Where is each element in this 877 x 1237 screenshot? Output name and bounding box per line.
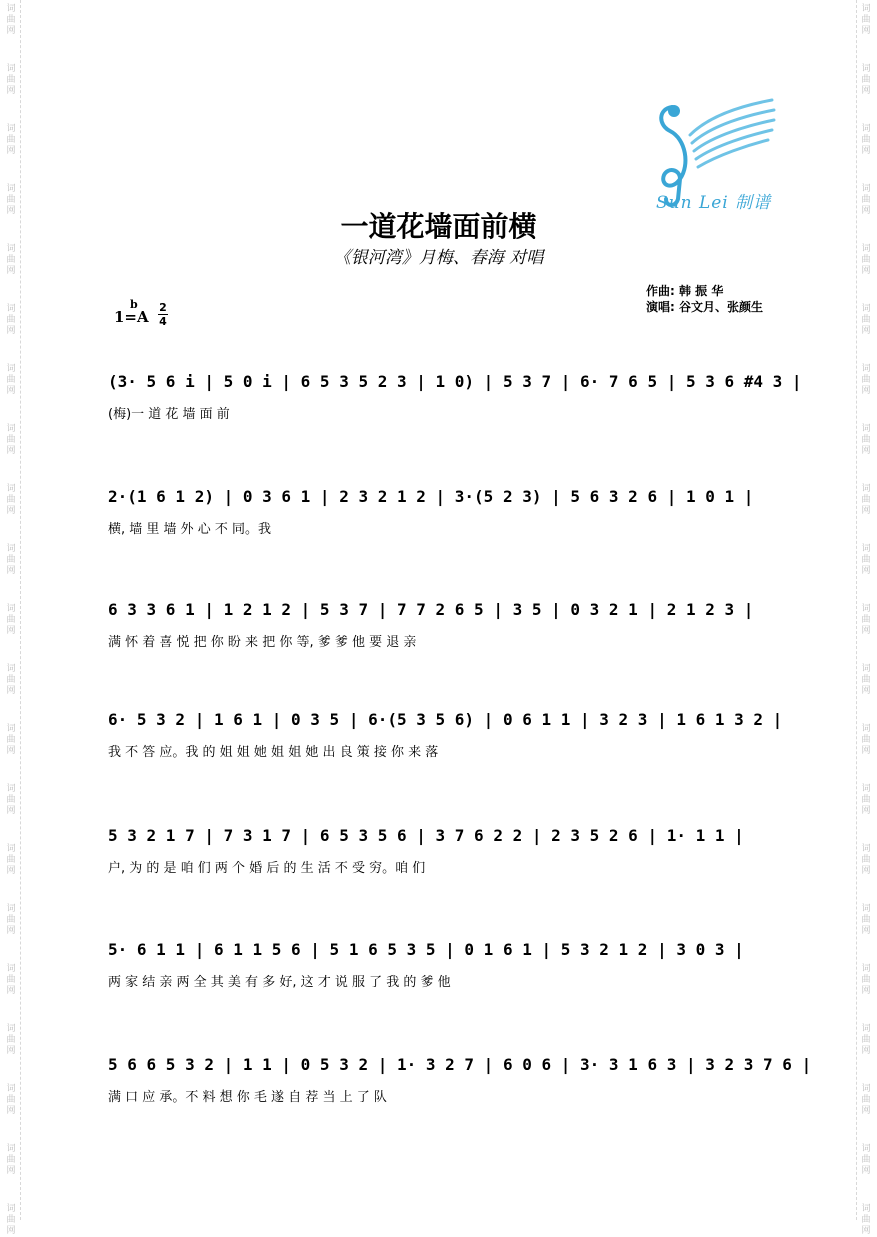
watermark-text: 词 曲 网 [861, 664, 871, 696]
logo-text: Sun Lei 制谱 [656, 193, 772, 213]
time-signature [158, 302, 168, 327]
lyrics-line: 满 口 应 承。不 料 想 你 毛 遂 自 荐 当 上 了 队 [108, 1090, 387, 1105]
watermark-text: 词 曲 网 [861, 64, 871, 96]
watermark-text: 词 曲 网 [861, 544, 871, 576]
lyrics-line: 我 不 答 应。我 的 姐 姐 她 姐 姐 她 出 良 策 接 你 来 落 [108, 745, 439, 760]
watermark-text: 词 曲 网 [6, 784, 16, 816]
notation-line: 6 3 3 6 1 | 1 2 1 2 | 5 3 7 | 7 7 2 6 5 | 3 5 | 0 3 2 1 | 2 1 2 3 | [108, 600, 754, 619]
watermark-text: 词 曲 网 [861, 1144, 871, 1176]
watermark-text: 词 曲 网 [6, 364, 16, 396]
watermark-text: 词 曲 网 [861, 1084, 871, 1116]
song-subtitle: 《银河湾》月梅、春海 对唱 [333, 248, 544, 268]
watermark-text: 词 曲 网 [6, 1204, 16, 1236]
watermark-text: 词 曲 网 [861, 364, 871, 396]
watermark-text: 词 曲 网 [861, 784, 871, 816]
lyrics-line: 两 家 结 亲 两 全 其 美 有 多 好, 这 才 说 服 了 我 的 爹 他 [108, 975, 451, 990]
watermark-text: 词 曲 网 [6, 4, 16, 36]
watermark-text: 词 曲 网 [6, 424, 16, 456]
lyrics-line: 满 怀 着 喜 悦 把 你 盼 来 把 你 等, 爹 爹 他 要 退 亲 [108, 635, 417, 650]
watermark-strip-right [856, 0, 875, 1236]
watermark-text: 词 曲 网 [861, 424, 871, 456]
watermark-text: 词 曲 网 [6, 184, 16, 216]
watermark-text: 词 曲 网 [861, 184, 871, 216]
watermark-text: 词 曲 网 [6, 964, 16, 996]
watermark-text: 词 曲 网 [6, 304, 16, 336]
notation-line: (3· 5 6 i | 5 0 i | 6 5 3 5 2 3 | 1 0) | 5 3 7 | 6· 7 6 5 | 5 3 6 #4 3 | [108, 372, 802, 391]
key-note: A [137, 308, 149, 326]
notation-line: 6· 5 3 2 | 1 6 1 | 0 3 5 | 6·(5 3 5 6) | 0 6 1 1 | 3 2 3 | 1 6 1 3 2 | [108, 710, 783, 729]
notation-line: 5 6 6 5 3 2 | 1 1 | 0 5 3 2 | 1· 3 2 7 | 6 0 6 | 3· 3 1 6 3 | 3 2 3 7 6 | [108, 1055, 812, 1074]
watermark-text: 词 曲 网 [6, 124, 16, 156]
watermark-text: 词 曲 网 [861, 124, 871, 156]
notation-line: 2·(1 6 1 2) | 0 3 6 1 | 2 3 2 1 2 | 3·(5 2 3) | 5 6 3 2 6 | 1 0 1 | [108, 487, 754, 506]
composer-credit: 作曲: 韩 振 华 [646, 284, 724, 298]
watermark-text: 词 曲 网 [861, 724, 871, 756]
notation-line: 5 3 2 1 7 | 7 3 1 7 | 6 5 3 5 6 | 3 7 6 2 2 | 2 3 5 2 6 | 1· 1 1 | [108, 826, 744, 845]
watermark-text: 词 曲 网 [6, 1144, 16, 1176]
key-signature [114, 298, 149, 326]
watermark-text: 词 曲 网 [6, 904, 16, 936]
watermark-text: 词 曲 网 [861, 904, 871, 936]
watermark-text: 词 曲 网 [6, 604, 16, 636]
watermark-text: 词 曲 网 [861, 244, 871, 276]
singers-credit: 演唱: 谷文月、张颜生 [646, 300, 763, 314]
watermark-strip-left [2, 0, 21, 1236]
watermark-text: 词 曲 网 [6, 244, 16, 276]
time-denominator: 4 [159, 315, 167, 328]
credits [646, 283, 763, 315]
flat-sign: b [130, 298, 138, 311]
lyrics-line: 横, 墙 里 墙 外 心 不 同。我 [108, 522, 272, 537]
key-label: 1= [114, 308, 138, 326]
watermark-text: 词 曲 网 [6, 1084, 16, 1116]
lyrics-line: (梅)一 道 花 墙 面 前 [108, 407, 230, 422]
notation-line: 5· 6 1 1 | 6 1 1 5 6 | 5 1 6 5 3 5 | 0 1 6 1 | 5 3 2 1 2 | 3 0 3 | [108, 940, 744, 959]
watermark-text: 词 曲 网 [6, 1024, 16, 1056]
watermark-text: 词 曲 网 [6, 64, 16, 96]
time-numerator: 2 [159, 301, 167, 314]
watermark-text: 词 曲 网 [861, 304, 871, 336]
song-title: 一道花墙面前横 [340, 210, 537, 243]
watermark-text: 词 曲 网 [861, 844, 871, 876]
watermark-text: 词 曲 网 [6, 844, 16, 876]
watermark-text: 词 曲 网 [861, 1204, 871, 1236]
lyrics-line: 户, 为 的 是 咱 们 两 个 婚 后 的 生 活 不 受 穷。咱 们 [108, 861, 426, 876]
watermark-text: 词 曲 网 [6, 664, 16, 696]
watermark-text: 词 曲 网 [6, 724, 16, 756]
watermark-text: 词 曲 网 [861, 4, 871, 36]
watermark-text: 词 曲 网 [861, 484, 871, 516]
watermark-text: 词 曲 网 [861, 964, 871, 996]
watermark-text: 词 曲 网 [861, 1024, 871, 1056]
watermark-text: 词 曲 网 [861, 604, 871, 636]
watermark-text: 词 曲 网 [6, 484, 16, 516]
watermark-text: 词 曲 网 [6, 544, 16, 576]
